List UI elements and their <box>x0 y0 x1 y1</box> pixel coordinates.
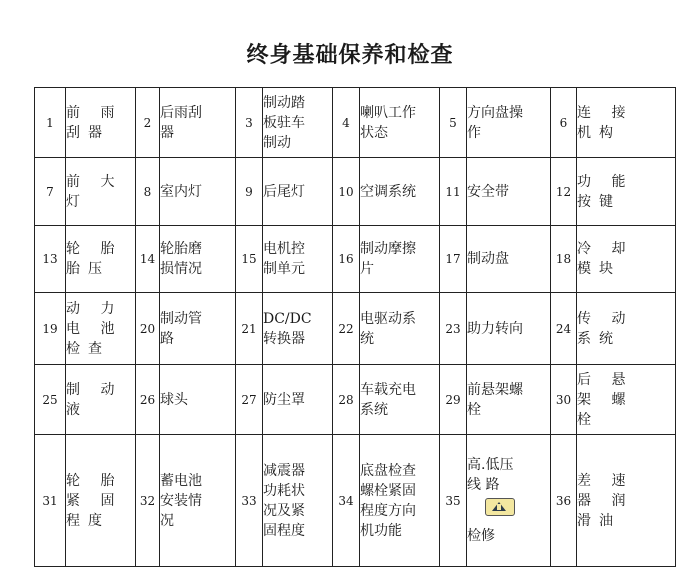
item-number: 24 <box>551 293 577 365</box>
item-name: 电机控 制单元 <box>263 226 333 293</box>
item-name: 制动盘 <box>467 226 551 293</box>
item-number: 12 <box>551 158 577 226</box>
item-number: 17 <box>440 226 467 293</box>
item-name: 动 力 电 池 检查 <box>66 293 136 365</box>
item-number: 33 <box>236 435 263 567</box>
item-name: 防尘罩 <box>263 365 333 435</box>
table-row <box>35 158 676 226</box>
item-number: 22 <box>333 293 360 365</box>
item-number: 6 <box>551 88 577 158</box>
page-title: 终身基础保养和检查 <box>246 43 454 68</box>
item-name: 蓄电池 安装情 况 <box>160 435 236 567</box>
item-name: 减震器 功耗状 况及紧 固程度 <box>263 435 333 567</box>
item-number: 25 <box>35 365 66 435</box>
item-name: 冷 却 模块 <box>577 226 676 293</box>
item-name: 轮 胎 紧 固 程度 <box>66 435 136 567</box>
item-number: 11 <box>440 158 467 226</box>
item-name: 高.低压 线 路 <box>467 457 514 493</box>
item-number: 13 <box>35 226 66 293</box>
item-number: 8 <box>136 158 160 226</box>
item-number: 9 <box>236 158 263 226</box>
item-name-suffix: 检修 <box>467 528 495 544</box>
item-name: 车载充电 系统 <box>360 365 440 435</box>
table-row <box>35 293 676 365</box>
item-name: 前 雨 刮器 <box>66 88 136 158</box>
item-number: 20 <box>136 293 160 365</box>
item-number: 35 <box>440 435 467 567</box>
item-name: DC/DC 转换器 <box>263 293 333 365</box>
item-number: 32 <box>136 435 160 567</box>
item-number: 36 <box>551 435 577 567</box>
item-name: 后尾灯 <box>263 158 333 226</box>
item-name: 差 速 器 润 滑油 <box>577 435 676 567</box>
item-number: 21 <box>236 293 263 365</box>
item-name: 助力转向 <box>467 293 551 365</box>
item-number: 4 <box>333 88 360 158</box>
table-row <box>35 435 676 567</box>
item-name: 室内灯 <box>160 158 236 226</box>
maintenance-table <box>34 87 676 567</box>
item-number: 31 <box>35 435 66 567</box>
item-name: 电驱动系 统 <box>360 293 440 365</box>
item-number: 28 <box>333 365 360 435</box>
table-row <box>35 365 676 435</box>
item-number: 34 <box>333 435 360 567</box>
item-name: 轮胎磨 损情况 <box>160 226 236 293</box>
item-number: 16 <box>333 226 360 293</box>
item-name: 连 接 机构 <box>577 88 676 158</box>
item-number: 30 <box>551 365 577 435</box>
item-name: 后 悬 架 螺 栓 <box>577 365 676 435</box>
item-name: 前 大 灯 <box>66 158 136 226</box>
item-number: 5 <box>440 88 467 158</box>
item-name: 制动管 路 <box>160 293 236 365</box>
high-voltage-warning-icon <box>485 498 515 516</box>
item-number: 7 <box>35 158 66 226</box>
table-row <box>35 88 676 158</box>
item-name: 功 能 按键 <box>577 158 676 226</box>
item-number: 1 <box>35 88 66 158</box>
item-name: 制动摩擦 片 <box>360 226 440 293</box>
item-number: 26 <box>136 365 160 435</box>
item-name: 前悬架螺 栓 <box>467 365 551 435</box>
item-number: 23 <box>440 293 467 365</box>
item-number: 29 <box>440 365 467 435</box>
item-name: 后雨刮 器 <box>160 88 236 158</box>
item-number: 19 <box>35 293 66 365</box>
item-name: 安全带 <box>467 158 551 226</box>
item-name: 轮 胎 胎压 <box>66 226 136 293</box>
item-name: 空调系统 <box>360 158 440 226</box>
item-name: 制动踏 板驻车 制动 <box>263 88 333 158</box>
table-row <box>35 226 676 293</box>
item-number: 10 <box>333 158 360 226</box>
item-name: 喇叭工作 状态 <box>360 88 440 158</box>
item-name: 底盘检查 螺栓紧固 程度方向 机功能 <box>360 435 440 567</box>
item-number: 3 <box>236 88 263 158</box>
item-cell-high-low-voltage <box>467 435 551 567</box>
item-number: 2 <box>136 88 160 158</box>
item-name: 传 动 系统 <box>577 293 676 365</box>
item-number: 18 <box>551 226 577 293</box>
item-number: 14 <box>136 226 160 293</box>
item-number: 27 <box>236 365 263 435</box>
item-name: 方向盘操 作 <box>467 88 551 158</box>
item-number: 15 <box>236 226 263 293</box>
item-name: 制 动 液 <box>66 365 136 435</box>
item-name: 球头 <box>160 365 236 435</box>
